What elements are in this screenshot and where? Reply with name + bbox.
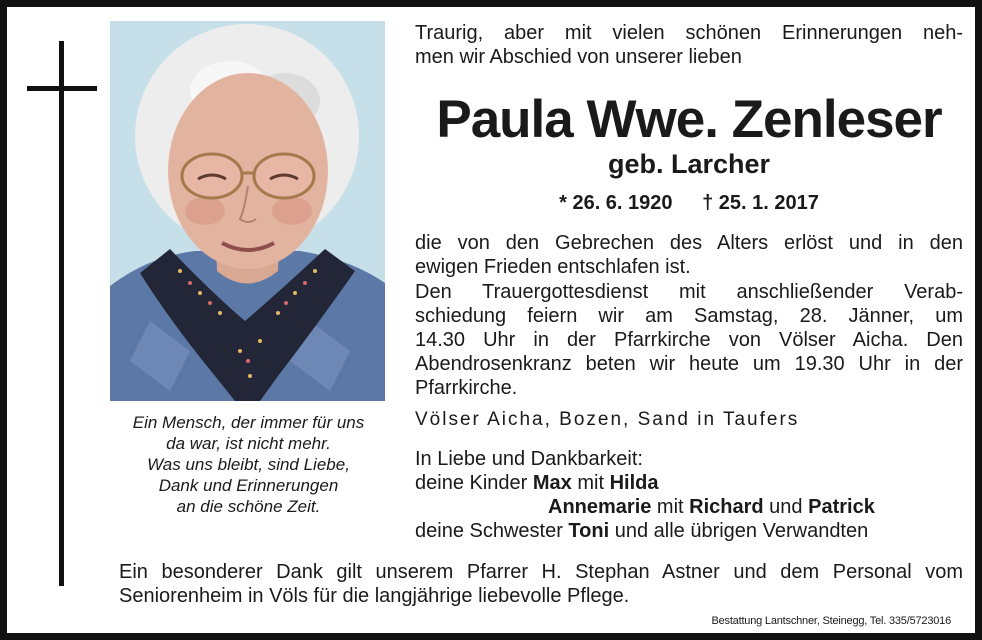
with-word: mit bbox=[651, 496, 690, 518]
places: Völser Aicha, Bozen, Sand in Taufers bbox=[415, 409, 800, 430]
life-dates bbox=[415, 189, 963, 217]
grandchild-name: Patrick bbox=[808, 496, 875, 518]
child-name: Max bbox=[532, 472, 572, 494]
service-line: schiedung feiern wir am Samstag, 28. Jänner, um bbox=[415, 305, 963, 327]
deceased-name: Paula Wwe. Zenleser bbox=[436, 90, 942, 149]
passing-text bbox=[415, 231, 963, 279]
intro-line: men wir Abschied von unserer lieben bbox=[415, 46, 742, 68]
death-date: † 25. 1. 2017 bbox=[702, 192, 819, 214]
spouse-name: Hilda bbox=[609, 472, 659, 494]
and-word: und bbox=[763, 496, 809, 518]
service-line: 14.30 Uhr in der Pfarrkirche von Völser Aicha. Den bbox=[415, 329, 963, 351]
poem-line: Dank und Erinnerungen bbox=[158, 476, 339, 495]
passing-line: die von den Gebrechen des Alters erlöst und in den bbox=[415, 232, 963, 254]
poem-line: Ein Mensch, der immer für uns bbox=[132, 413, 365, 432]
memorial-poem bbox=[107, 412, 390, 517]
family-children-line bbox=[415, 495, 963, 519]
kids-prefix: deine Kinder bbox=[415, 472, 533, 494]
with-word: mit bbox=[571, 472, 610, 494]
sister-prefix: deine Schwester bbox=[415, 520, 569, 542]
family-list bbox=[415, 447, 963, 543]
poem-line: an die schöne Zeit. bbox=[176, 497, 321, 516]
service-text bbox=[415, 280, 963, 400]
sister-name: Toni bbox=[568, 520, 610, 542]
thanks-line: Seniorenheim in Völs für die langjährige liebevolle Pflege. bbox=[119, 585, 630, 607]
portrait-photo bbox=[110, 21, 385, 401]
service-line: Pfarrkirche. bbox=[415, 377, 518, 399]
child-name: Annemarie bbox=[548, 496, 652, 518]
birth-date: * 26. 6. 1920 bbox=[559, 192, 673, 214]
sister-suffix: und alle übrigen Verwandten bbox=[609, 520, 869, 542]
family-heading: In Liebe und Dankbarkeit: bbox=[415, 448, 643, 470]
service-line: Den Trauergottesdienst mit anschließender Verab- bbox=[415, 281, 963, 303]
poem-line: da war, ist nicht mehr. bbox=[166, 434, 331, 453]
service-line: Abendrosenkranz beten wir heute um 19.30 Uhr in der bbox=[415, 353, 963, 375]
birth-name: geb. Larcher bbox=[607, 149, 771, 179]
cross-icon bbox=[27, 41, 97, 586]
thanks-line: Ein besonderer Dank gilt unserem Pfarrer H. Stephan Astner und dem Personal vom bbox=[119, 561, 963, 583]
family-sister-line bbox=[415, 519, 963, 543]
funeral-home-credit: Bestattung Lantschner, Steinegg, Tel. 335/5723016 bbox=[711, 615, 951, 627]
passing-line: ewigen Frieden entschlafen ist. bbox=[415, 256, 691, 278]
spouse-name: Richard bbox=[689, 496, 764, 518]
poem-line: Was uns bleibt, sind Liebe, bbox=[147, 455, 350, 474]
thanks-text bbox=[119, 560, 963, 608]
family-children-line bbox=[415, 471, 963, 495]
intro-line: Traurig, aber mit vielen schönen Erinnerungen neh- bbox=[415, 22, 963, 44]
intro-text bbox=[415, 21, 963, 69]
